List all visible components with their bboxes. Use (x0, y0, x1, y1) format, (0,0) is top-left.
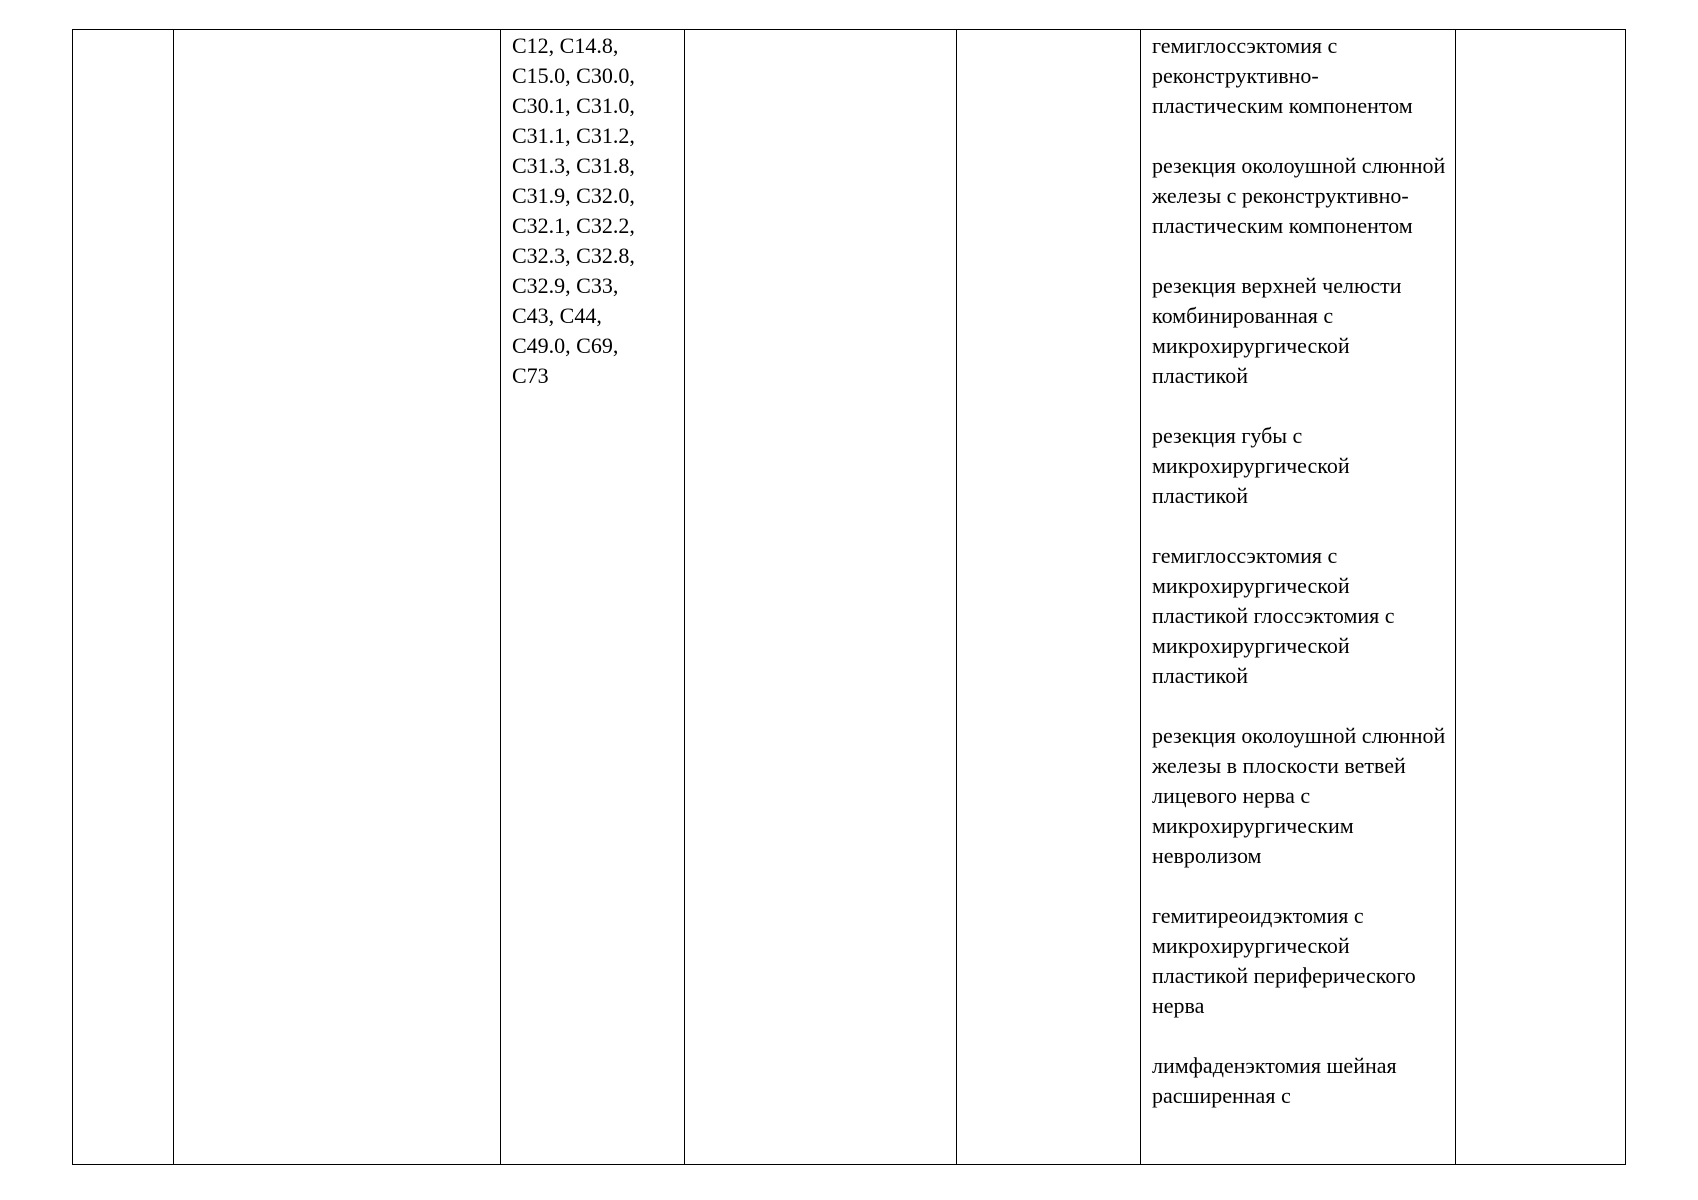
icd-codes-list (501, 30, 684, 391)
treatment-method-item: лимфаденэктомия шейная расширенная с (1152, 1053, 1397, 1108)
procedures-table (72, 29, 1626, 1165)
treatment-method-cell (1141, 30, 1456, 1165)
treatment-type-cell (957, 30, 1141, 1165)
treatment-method-item: гемитиреоидэктомия с микрохирургической пластикой периферического нерва (1152, 903, 1416, 1018)
profile-cell (174, 30, 501, 1165)
treatment-method-item: резекция губы с микрохирургической пластикой (1152, 423, 1350, 508)
row-number-cell (73, 30, 174, 1165)
icd-code-line: C15.0, C30.0, (512, 63, 635, 88)
icd-code-line: C12, C14.8, (512, 33, 619, 58)
icd-codes-cell (501, 30, 685, 1165)
treatment-method-item: резекция околоушной слюнной железы с реконструктивно-пластическим компонентом (1152, 153, 1446, 238)
icd-code-line: C32.9, C33, (512, 273, 619, 298)
treatment-method-item: гемиглоссэктомия с реконструктивно-пластическим компонентом (1152, 33, 1413, 118)
icd-code-line: C31.3, C31.8, (512, 153, 635, 178)
table-row (73, 30, 1626, 1165)
treatment-methods-list (1141, 30, 1455, 1111)
treatment-method-item: гемиглоссэктомия с микрохирургической пластикой глоссэктомия с микрохирургической пластикой (1152, 543, 1395, 688)
treatment-method-item: резекция верхней челюсти комбинированная с микрохирургической пластикой (1152, 273, 1402, 388)
icd-code-line: C32.3, C32.8, (512, 243, 635, 268)
cost-cell (1456, 30, 1626, 1165)
icd-code-line: C73 (512, 363, 549, 388)
patient-model-cell (685, 30, 957, 1165)
icd-code-line: C31.9, C32.0, (512, 183, 635, 208)
icd-code-line: C32.1, C32.2, (512, 213, 635, 238)
icd-code-line: C30.1, C31.0, (512, 93, 635, 118)
icd-code-line: C43, C44, (512, 303, 602, 328)
icd-code-line: C31.1, C31.2, (512, 123, 635, 148)
icd-code-line: C49.0, C69, (512, 333, 619, 358)
treatment-method-item: резекция околоушной слюнной железы в плоскости ветвей лицевого нерва с микрохирургическим невролизом (1152, 723, 1446, 868)
